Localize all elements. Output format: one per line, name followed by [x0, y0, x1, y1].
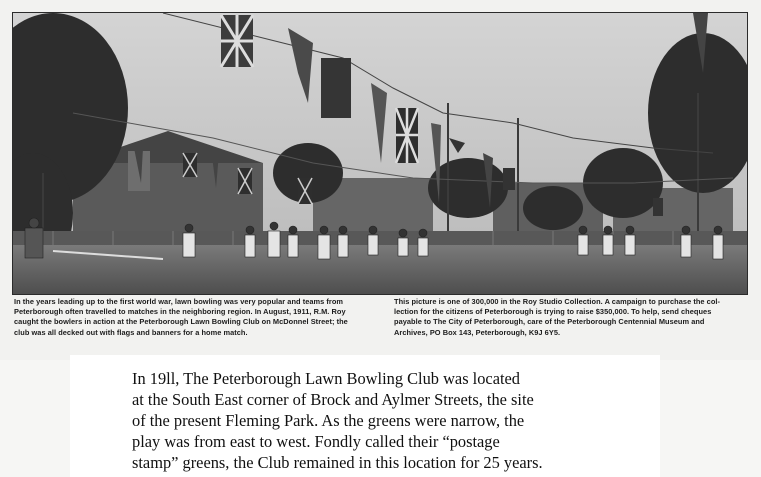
- photo-caption-history: In the years leading up to the first world war, lawn bowling was very popular and teams from Peterborough often travelled to matches in the neighboring region. In August, 1911, R.M. Roy caught the bowlers in action at the Peterborough Lawn Bowling Club on McDonnel Street; the club was all decked out with flags and banners for a home match.: [14, 297, 348, 337]
- photo-caption-collection: This picture is one of 300,000 in the Roy Studio Collection. A campaign to purchase the col- lection for the citizens of Peterborough is trying to raise $350,000. To help, send cheques payable to The City of Peterborough, care of the Peterborough Centennial Museum and Archives, PO Box 143, Peterborough, K9J 6Y5.: [394, 297, 721, 337]
- bowling-green: [13, 245, 747, 294]
- historic-photograph-lawn-bowling: [12, 12, 748, 295]
- fence: [13, 231, 747, 245]
- photo-illustration: [13, 13, 747, 294]
- note-card: [70, 355, 660, 477]
- note-paragraph: In 19ll, The Peterborough Lawn Bowling Club was located at the South East corner of Brock and Aylmer Streets, the site of the present Fleming Park. As the greens were narrow, the play was from east to west. Fondly called their “postage stamp” greens, the Club remained in this location for 25 years.: [132, 369, 543, 472]
